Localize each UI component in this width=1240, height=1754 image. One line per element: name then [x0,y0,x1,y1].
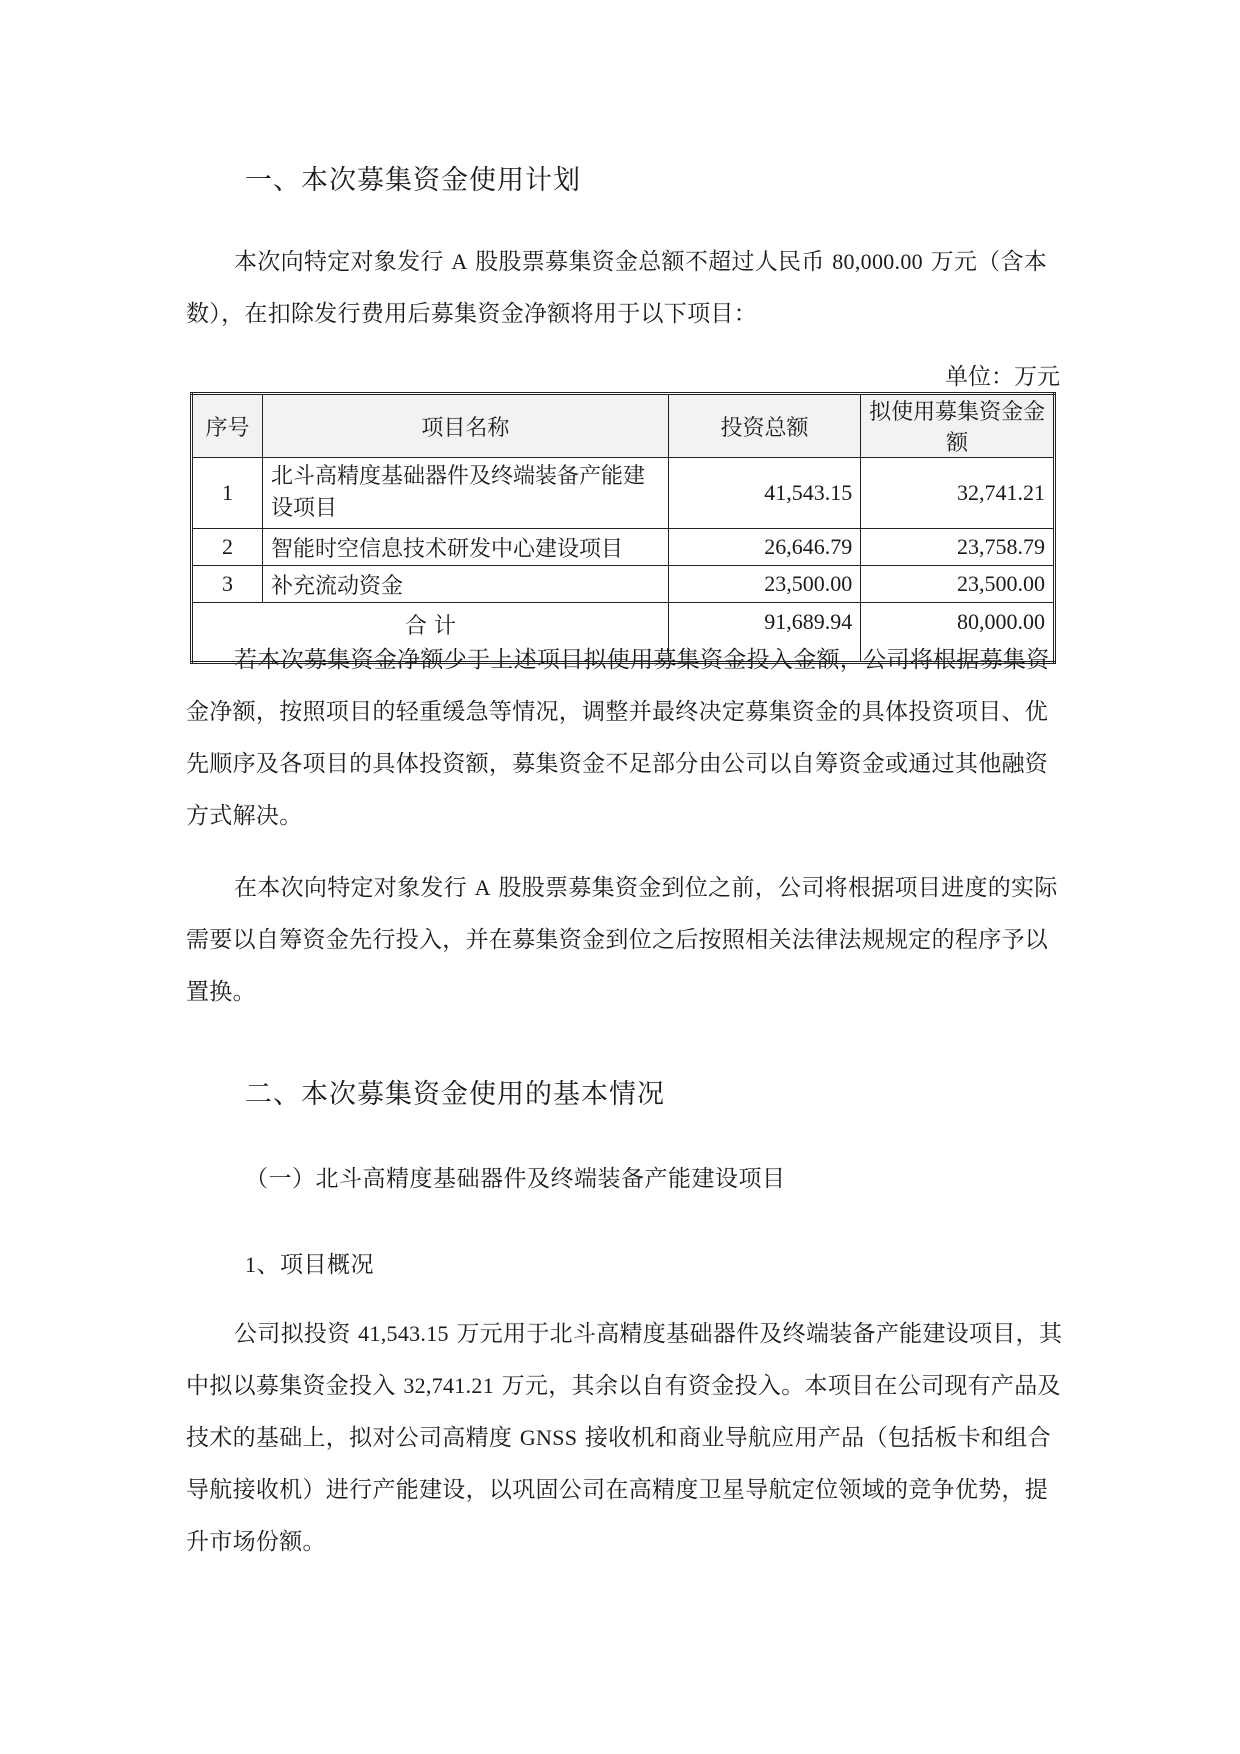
col-header-raised: 拟使用募集资金金额 [861,394,1055,458]
project1-subheading: （一）北斗高精度基础器件及终端装备产能建设项目 [245,1166,786,1192]
adjustment-paragraph: 若本次募集资金净额少于上述项目拟使用募集资金投入金额，公司将根据募集资金净额，按照项目的轻重缓急等情况，调整并最终决定募集资金的具体投资项目、优先顺序及各项目的具体投资额，募集资金不足部分由公司以自筹资金或通过其他融资方式解决。 [186,647,1050,829]
col-header-index: 序号 [192,394,263,458]
table-row: 2 智能时空信息技术研发中心建设项目 26,646.79 23,758.79 [192,529,1055,566]
funds-table [190,392,1056,664]
prefunding-paragraph: 在本次向特定对象发行 A 股股票募集资金到位之前，公司将根据项目进度的实际需要以自筹资金先行投入，并在募集资金到位之后按照相关法律法规规定的程序予以置换。 [186,875,1058,1005]
table-row: 1 北斗高精度基础器件及终端装备产能建设项目 41,543.15 32,741.21 [192,458,1055,529]
total-raised: 80,000.00 [861,603,1055,663]
col-header-name: 项目名称 [263,394,669,458]
total-label: 合 计 [192,603,669,663]
table-header-row [192,394,1055,458]
project-overview-paragraph: 公司拟投资 41,543.15 万元用于北斗高精度基础器件及终端装备产能建设项目，其中拟以募集资金投入 32,741.21 万元，其余以自有资金投入。本项目在公司现有产品及技术的基础上，拟对公司高精度 GNSS 接收机和商业导航应用产品（包括板卡和组合导航接收机）进行产能建设，以巩固公司在高精度卫星导航定位领域的竞争优势，提升市场份额。 [186,1321,1063,1555]
section2-heading: 二、本次募集资金使用的基本情况 [245,1079,665,1110]
col-header-total: 投资总额 [668,394,861,458]
table-row: 3 补充流动资金 23,500.00 23,500.00 [192,566,1055,603]
total-invest: 91,689.94 [668,603,861,663]
section1-heading: 一、本次募集资金使用计划 [245,165,581,196]
project-overview-title: 1、项目概况 [245,1252,374,1278]
unit-label: 单位：万元 [945,364,1060,390]
intro-paragraph: 本次向特定对象发行 A 股股票募集资金总额不超过人民币 80,000.00 万元（含本数），在扣除发行费用后募集资金净额将用于以下项目： [186,249,1048,327]
